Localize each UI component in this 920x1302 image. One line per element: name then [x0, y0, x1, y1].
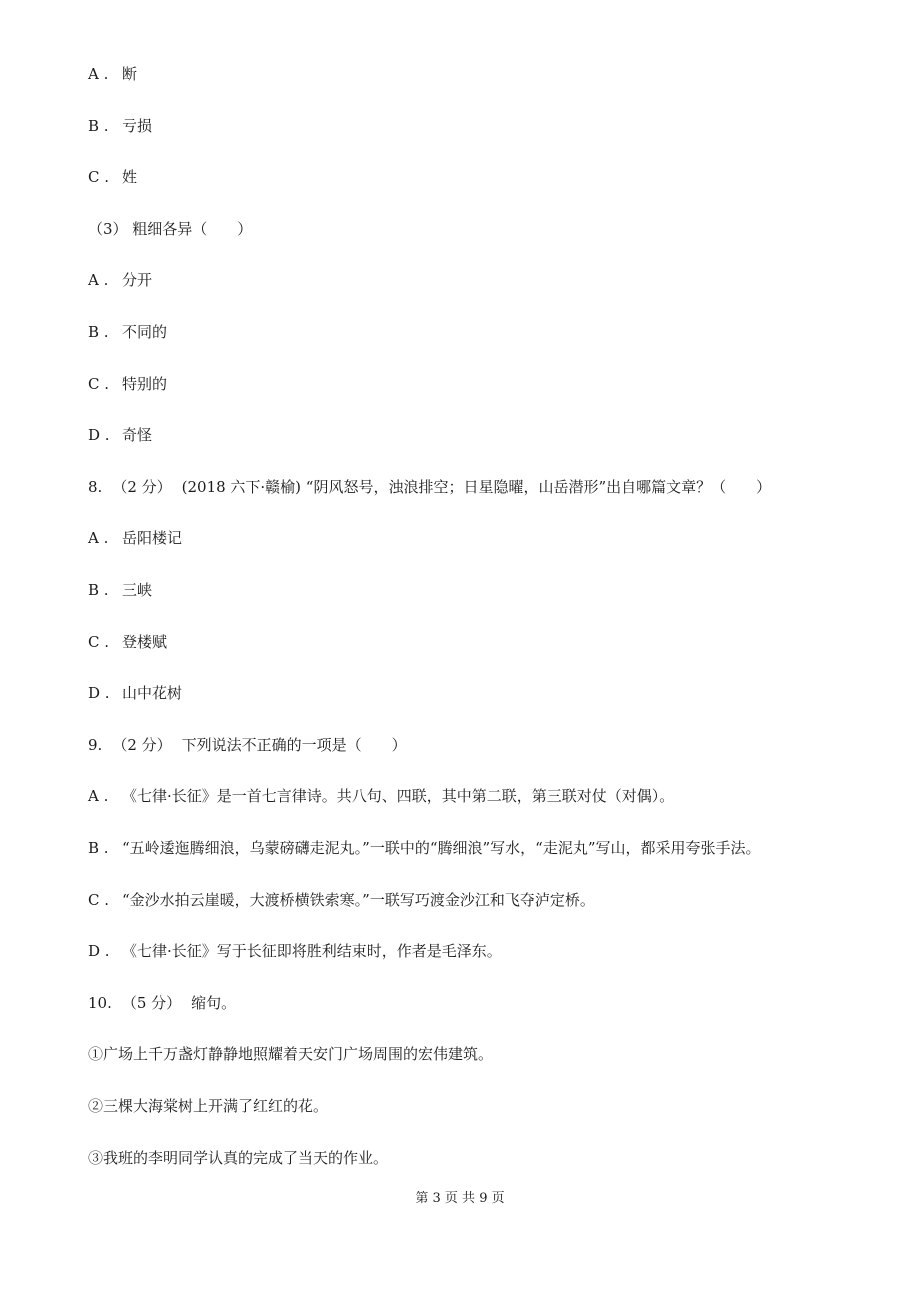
answer-prompt-line: ②三棵大海棠树上开满了红红的花。 [88, 1097, 329, 1115]
option-line [88, 683, 182, 703]
question-line [88, 735, 407, 755]
option-line [88, 580, 152, 600]
option-text: “五岭逶迤腾细浪，乌蒙磅礴走泥丸。”一联中的“腾细浪”写水，“走泥丸”写山，都采用夸张手法。 [122, 839, 761, 857]
option-line [88, 528, 182, 548]
option-letter: B . [88, 323, 109, 341]
option-line [88, 941, 502, 961]
option-text: 登楼赋 [122, 633, 168, 651]
question-text: (2018 六下·赣榆) “阴风怒号，浊浪排空；日星隐曜，山岳潜形”出自哪篇文章？（ ） [181, 478, 772, 496]
option-letter: B . [88, 839, 109, 857]
option-letter: C . [88, 168, 110, 186]
sub-question-line: （3） 粗细各异（ ） [88, 220, 253, 238]
question-score: （5 分） [121, 994, 182, 1012]
option-line [88, 270, 152, 290]
option-line [88, 632, 167, 652]
option-line [88, 890, 595, 910]
option-letter: D . [88, 684, 110, 702]
option-letter: A . [88, 271, 109, 289]
option-text: 山中花树 [122, 684, 183, 702]
question-number: 8. [88, 478, 103, 496]
question-text: 缩句。 [191, 994, 237, 1012]
option-letter: A . [88, 65, 109, 83]
option-line [88, 786, 674, 806]
option-letter: A . [88, 529, 109, 547]
question-score: （2 分） [112, 736, 172, 754]
option-line [88, 838, 761, 858]
option-text: 断 [122, 65, 138, 83]
option-text: 姓 [122, 168, 138, 186]
option-letter: B . [88, 117, 109, 135]
option-letter: A . [88, 787, 109, 805]
option-text: 《七律·长征》写于长征即将胜利结束时，作者是毛泽东。 [122, 942, 502, 960]
question-score: （2 分） [112, 478, 172, 496]
option-text: 亏损 [122, 117, 153, 135]
option-text: “金沙水拍云崖暖，大渡桥横铁索寒。”一联写巧渡金沙江和飞夺泸定桥。 [122, 891, 595, 909]
option-text: 特别的 [122, 375, 168, 393]
option-letter: C . [88, 633, 110, 651]
option-line [88, 322, 167, 342]
option-line [88, 374, 167, 394]
option-line [88, 167, 137, 187]
answer-prompt-line: ①广场上千万盏灯静静地照耀着天安门广场周围的宏伟建筑。 [88, 1045, 494, 1063]
option-line [88, 425, 152, 445]
option-letter: B . [88, 581, 109, 599]
option-text: 三峡 [122, 581, 153, 599]
option-letter: C . [88, 375, 110, 393]
option-line [88, 64, 137, 84]
page-footer: 第 3 页 共 9 页 [415, 1191, 505, 1206]
option-line [88, 116, 152, 136]
option-letter: C . [88, 891, 110, 909]
answer-prompt-line: ③我班的李明同学认真的完成了当天的作业。 [88, 1149, 389, 1167]
option-letter: D . [88, 942, 110, 960]
question-number: 10. [88, 994, 112, 1012]
question-text: 下列说法不正确的一项是（ ） [181, 736, 407, 754]
option-text: 《七律·长征》是一首七言律诗。共八句、四联，其中第二联，第三联对仗（对偶）。 [122, 787, 675, 805]
option-letter: D . [88, 426, 110, 444]
option-text: 岳阳楼记 [122, 529, 183, 547]
question-number: 9. [88, 736, 103, 754]
question-line [88, 477, 771, 497]
option-text: 奇怪 [122, 426, 153, 444]
question-line [88, 993, 236, 1013]
option-text: 分开 [122, 271, 153, 289]
option-text: 不同的 [122, 323, 168, 341]
